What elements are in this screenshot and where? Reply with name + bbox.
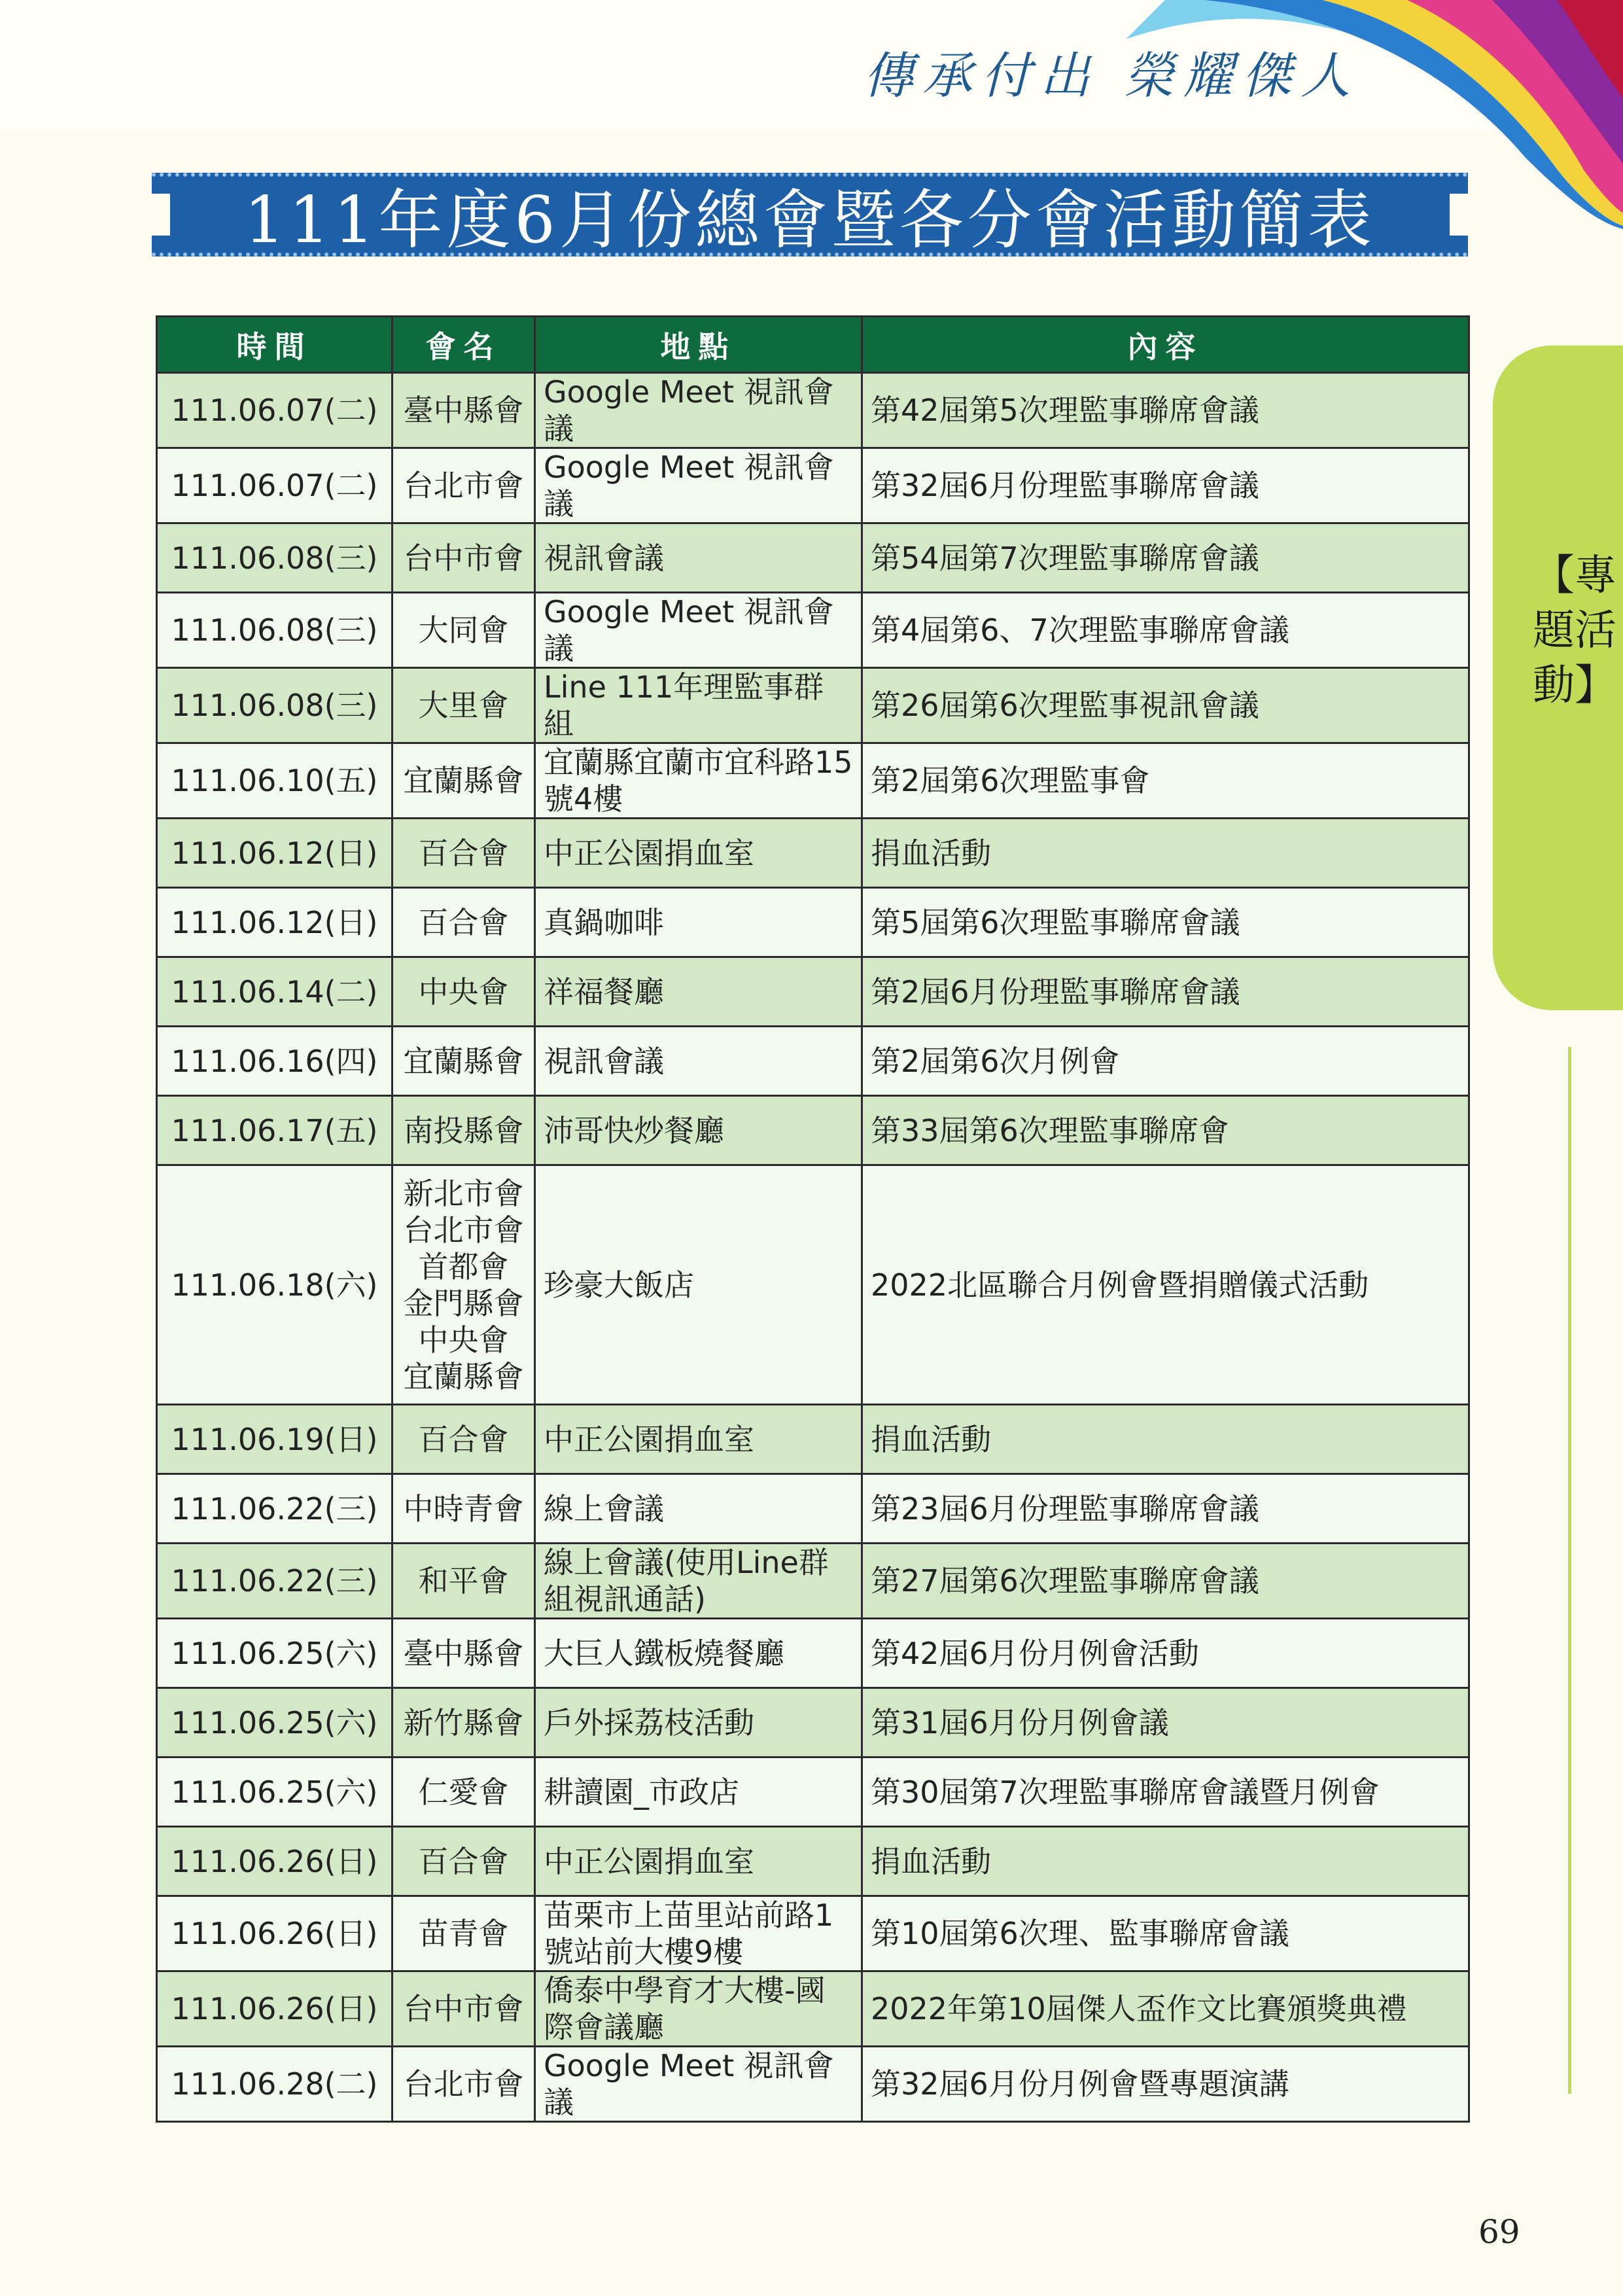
table-row [157, 1165, 1469, 1405]
cell-content: 第54屆第7次理監事聯席會議 [862, 523, 1469, 593]
activity-table [156, 315, 1470, 2123]
cell-date: 111.06.22(三) [157, 1474, 393, 1544]
table-row [157, 1619, 1469, 1688]
cell-content: 第32屆6月份理監事聯席會議 [862, 448, 1469, 523]
cell-org: 台北市會 [393, 2047, 535, 2122]
cell-location: 視訊會議 [535, 523, 862, 593]
cell-org: 仁愛會 [393, 1757, 535, 1827]
banner-notch-left [150, 194, 170, 236]
title-banner [152, 173, 1468, 256]
cell-date: 111.06.26(日) [157, 1971, 393, 2047]
cell-location: 珍豪大飯店 [535, 1165, 862, 1405]
cell-location: 宜蘭縣宜蘭市宜科路15號4樓 [535, 743, 862, 819]
table-row [157, 1971, 1469, 2047]
cell-location: 耕讀園_市政店 [535, 1757, 862, 1827]
cell-content: 捐血活動 [862, 1827, 1469, 1896]
cell-org: 臺中縣會 [393, 373, 535, 448]
cell-location: Google Meet 視訊會議 [535, 448, 862, 523]
cell-org: 百合會 [393, 888, 535, 957]
cell-date: 111.06.25(六) [157, 1619, 393, 1688]
cell-org: 宜蘭縣會 [393, 1027, 535, 1096]
cell-location: 中正公園捐血室 [535, 1405, 862, 1474]
cell-org: 台中市會 [393, 1971, 535, 2047]
cell-content: 2022年第10屆傑人盃作文比賽頒獎典禮 [862, 1971, 1469, 2047]
page-number: 69 [1478, 2213, 1520, 2251]
column-header-date: 時間 [157, 317, 393, 373]
cell-date: 111.06.07(二) [157, 373, 393, 448]
column-header-location: 地點 [535, 317, 862, 373]
cell-org: 新竹縣會 [393, 1688, 535, 1757]
cell-org: 臺中縣會 [393, 1619, 535, 1688]
table-row [157, 1405, 1469, 1474]
cell-content: 第23屆6月份理監事聯席會議 [862, 1474, 1469, 1544]
section-side-tab-label: 【專題活動】 [1533, 552, 1616, 710]
cell-location: 大巨人鐵板燒餐廳 [535, 1619, 862, 1688]
table-row [157, 1096, 1469, 1165]
cell-location: Google Meet 視訊會議 [535, 593, 862, 668]
cell-org: 大同會 [393, 593, 535, 668]
cell-date: 111.06.10(五) [157, 743, 393, 819]
table-row [157, 1688, 1469, 1757]
table-row [157, 2047, 1469, 2122]
cell-date: 111.06.08(三) [157, 523, 393, 593]
cell-location: 祥福餐廳 [535, 957, 862, 1027]
cell-location: 線上會議(使用Line群組視訊通話) [535, 1544, 862, 1619]
cell-date: 111.06.25(六) [157, 1757, 393, 1827]
cell-content: 第31屆6月份月例會議 [862, 1688, 1469, 1757]
table-row [157, 373, 1469, 448]
cell-date: 111.06.12(日) [157, 888, 393, 957]
table-row [157, 743, 1469, 819]
cell-content: 第5屆第6次理監事聯席會議 [862, 888, 1469, 957]
cell-org: 南投縣會 [393, 1096, 535, 1165]
column-header-org: 會名 [393, 317, 535, 373]
cell-location: 苗栗市上苗里站前路1號站前大樓9樓 [535, 1896, 862, 1971]
cell-content: 2022北區聯合月例會暨捐贈儀式活動 [862, 1165, 1469, 1405]
cell-date: 111.06.07(二) [157, 448, 393, 523]
cell-org: 大里會 [393, 668, 535, 743]
cell-location: 真鍋咖啡 [535, 888, 862, 957]
cell-date: 111.06.25(六) [157, 1688, 393, 1757]
table-row [157, 957, 1469, 1027]
cell-location: 沛哥快炒餐廳 [535, 1096, 862, 1165]
cell-date: 111.06.26(日) [157, 1896, 393, 1971]
cell-org: 和平會 [393, 1544, 535, 1619]
table-row [157, 1474, 1469, 1544]
cell-org: 百合會 [393, 1827, 535, 1896]
table-row [157, 888, 1469, 957]
cell-date: 111.06.18(六) [157, 1165, 393, 1405]
cell-date: 111.06.16(四) [157, 1027, 393, 1096]
cell-org: 宜蘭縣會 [393, 743, 535, 819]
section-side-tab [1493, 345, 1623, 1010]
cell-location: 僑泰中學育才大樓-國際會議廳 [535, 1971, 862, 2047]
cell-org: 百合會 [393, 819, 535, 888]
table-row [157, 523, 1469, 593]
page-title: 111年度6月份總會暨各分會活動簡表 [244, 183, 1376, 258]
cell-content: 第4屆第6、7次理監事聯席會議 [862, 593, 1469, 668]
cell-content: 第32屆6月份月例會暨專題演講 [862, 2047, 1469, 2122]
cell-date: 111.06.28(二) [157, 2047, 393, 2122]
cell-date: 111.06.08(三) [157, 593, 393, 668]
cell-content: 第42屆6月份月例會活動 [862, 1619, 1469, 1688]
cell-content: 第2屆6月份理監事聯席會議 [862, 957, 1469, 1027]
cell-location: 中正公園捐血室 [535, 819, 862, 888]
cell-location: Google Meet 視訊會議 [535, 2047, 862, 2122]
cell-date: 111.06.12(日) [157, 819, 393, 888]
table-row [157, 1027, 1469, 1096]
cell-date: 111.06.08(三) [157, 668, 393, 743]
cell-location: 線上會議 [535, 1474, 862, 1544]
table-header-row [157, 317, 1469, 373]
cell-content: 第2屆第6次理監事會 [862, 743, 1469, 819]
cell-date: 111.06.26(日) [157, 1827, 393, 1896]
table-row [157, 1896, 1469, 1971]
table-row [157, 1827, 1469, 1896]
cell-org: 百合會 [393, 1405, 535, 1474]
cell-org: 苗青會 [393, 1896, 535, 1971]
cell-org: 台北市會 [393, 448, 535, 523]
cell-content: 第10屆第6次理、監事聯席會議 [862, 1896, 1469, 1971]
cell-org: 台中市會 [393, 523, 535, 593]
cell-org: 中時青會 [393, 1474, 535, 1544]
table-row [157, 448, 1469, 523]
cell-location: Line 111年理監事群組 [535, 668, 862, 743]
cell-org: 新北市會 台北市會 首都會 金門縣會 中央會 宜蘭縣會 [393, 1165, 535, 1405]
banner-notch-right [1450, 194, 1469, 236]
table-body [157, 373, 1469, 2122]
cell-content: 第42屆第5次理監事聯席會議 [862, 373, 1469, 448]
table-row [157, 1757, 1469, 1827]
cell-content: 第27屆第6次理監事聯席會議 [862, 1544, 1469, 1619]
header-motto: 傳承付出 榮耀傑人 [864, 46, 1360, 105]
cell-content: 捐血活動 [862, 1405, 1469, 1474]
cell-date: 111.06.19(日) [157, 1405, 393, 1474]
table-row [157, 668, 1469, 743]
table-row [157, 593, 1469, 668]
cell-content: 捐血活動 [862, 819, 1469, 888]
cell-location: 戶外採荔枝活動 [535, 1688, 862, 1757]
cell-content: 第2屆第6次月例會 [862, 1027, 1469, 1096]
column-header-content: 內容 [862, 317, 1469, 373]
cell-location: Google Meet 視訊會議 [535, 373, 862, 448]
cell-location: 視訊會議 [535, 1027, 862, 1096]
cell-date: 111.06.14(二) [157, 957, 393, 1027]
cell-date: 111.06.17(五) [157, 1096, 393, 1165]
side-decoration-line [1568, 1047, 1571, 2094]
cell-date: 111.06.22(三) [157, 1544, 393, 1619]
table-row [157, 1544, 1469, 1619]
cell-org: 中央會 [393, 957, 535, 1027]
cell-location: 中正公園捐血室 [535, 1827, 862, 1896]
cell-content: 第33屆第6次理監事聯席會 [862, 1096, 1469, 1165]
table-row [157, 819, 1469, 888]
cell-content: 第26屆第6次理監事視訊會議 [862, 668, 1469, 743]
cell-content: 第30屆第7次理監事聯席會議暨月例會 [862, 1757, 1469, 1827]
